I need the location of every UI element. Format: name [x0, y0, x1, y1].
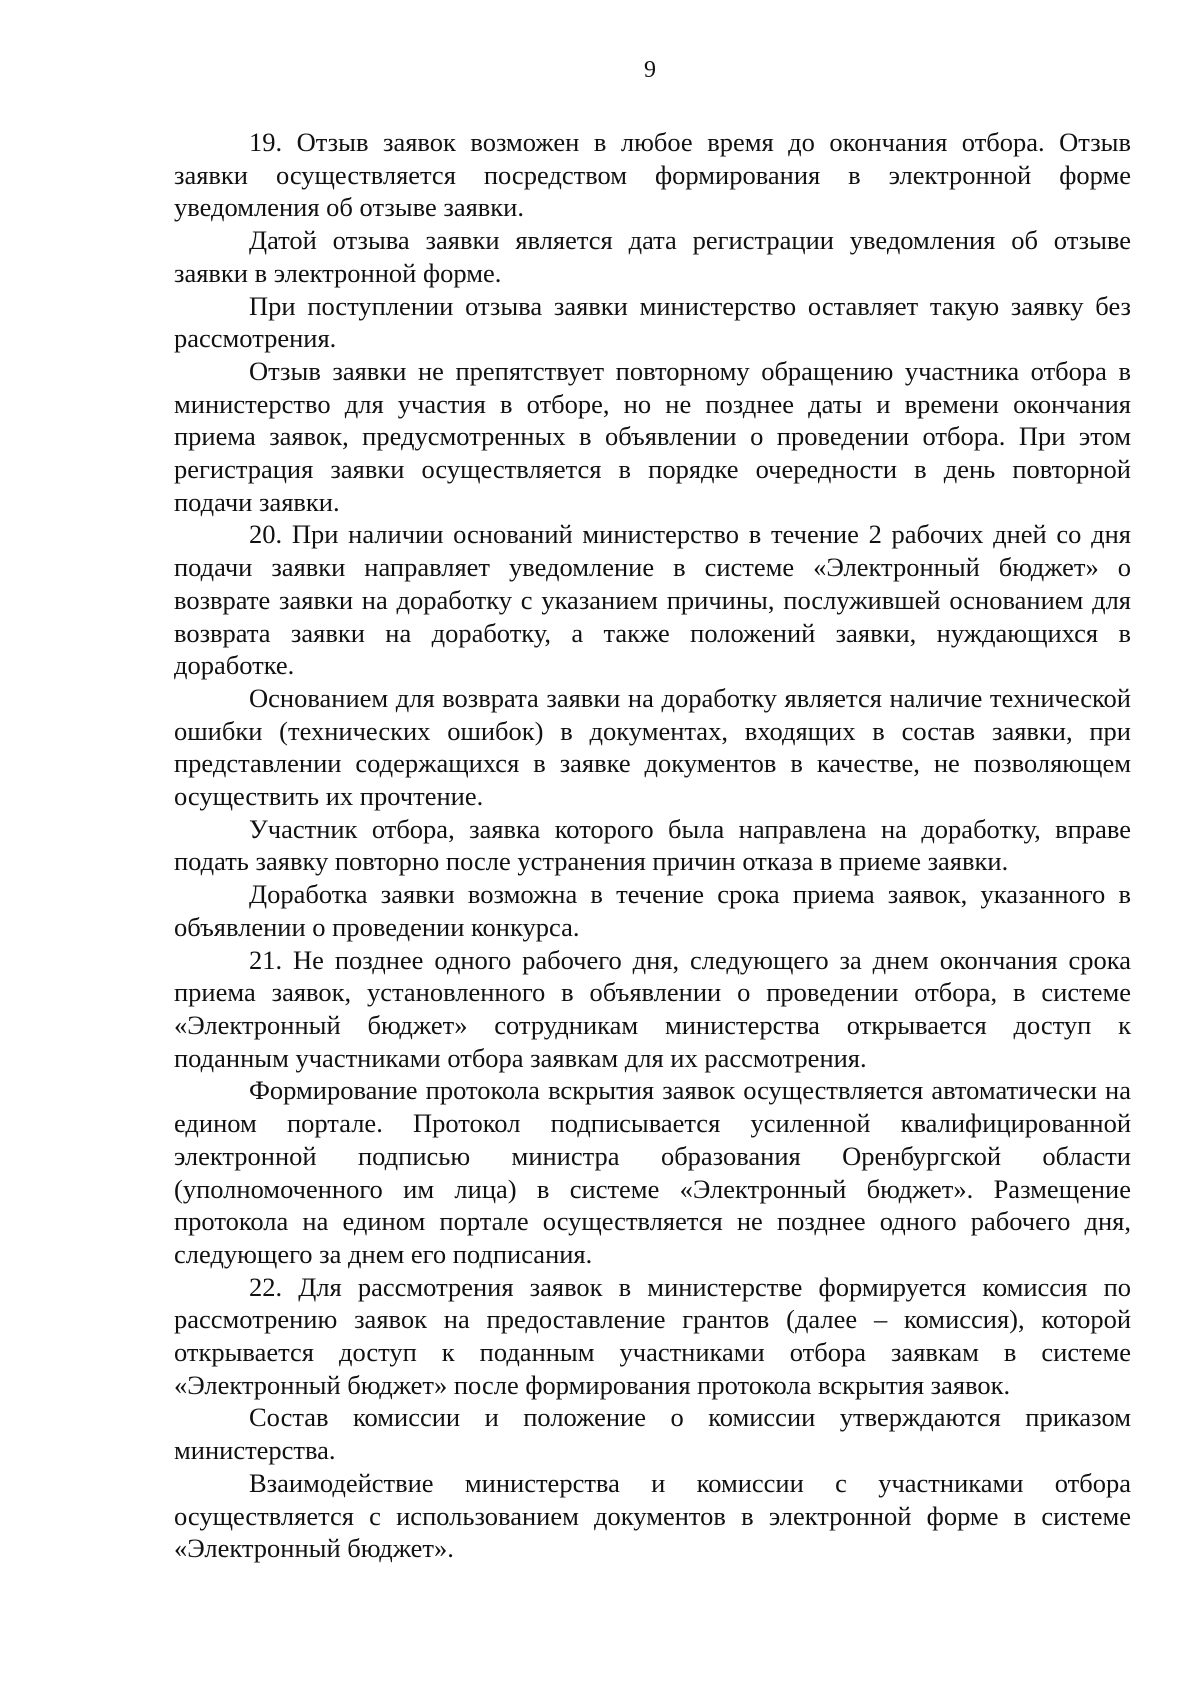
paragraph-return-grounds: Основанием для возврата заявки на доработку является наличие технической ошибки (технических ошибок) в документах, входящих в состав заявки, при представлении содержащихся в заявке документов в качестве, не позволяющем осуществить их прочтение.: [174, 682, 1131, 812]
paragraph-21-access: 21. Не позднее одного рабочего дня, следующего за днем окончания срока приема заявок, установленного в объявлении о проведении отбора, в системе «Электронный бюджет» сотрудникам министерства открывается доступ к поданным участниками отбора заявкам для их рассмотрения.: [174, 944, 1131, 1073]
paragraph-resubmission: Отзыв заявки не препятствует повторному обращению участника отбора в министерство для участия в отборе, но не позднее даты и времени окончания приема заявок, предусмотренных в объявлении о проведении отбора. При этом регистрация заявки осуществляется в порядке очередности в день повторной подачи заявки.: [174, 355, 1131, 517]
paragraph-22-commission: 22. Для рассмотрения заявок в министерстве формируется комиссия по рассмотрению заявок на предоставление грантов (далее – комиссия), которой открывается доступ к поданным участниками отбора заявкам в системе «Электронный бюджет» после формирования протокола вскрытия заявок.: [174, 1271, 1131, 1400]
document-body: [174, 126, 1131, 1565]
paragraph-opening-protocol: Формирование протокола вскрытия заявок осуществляется автоматически на едином портале. Протокол подписывается усиленной квалифицированной электронной подписью министра образования Оренбургской области (уполномоченного им лица) в системе «Электронный бюджет». Размещение протокола на едином портале осуществляется не позднее одного рабочего дня, следующего за днем его подписания.: [174, 1075, 1131, 1269]
paragraph-interaction: Взаимодействие министерства и комиссии с участниками отбора осуществляется с использованием документов в электронной форме в системе «Электронный бюджет».: [174, 1467, 1131, 1564]
paragraph-20-return-for-revision: 20. При наличии оснований министерство в течение 2 рабочих дней со дня подачи заявки направляет уведомление в системе «Электронный бюджет» о возврате заявки на доработку с указанием причины, послужившей основанием для возврата заявки на доработку, а также положений заявки, нуждающихся в доработке.: [174, 519, 1131, 681]
paragraph-commission-composition: Состав комиссии и положение о комиссии утверждаются приказом министерства.: [174, 1402, 1131, 1466]
paragraph-revision-term: Доработка заявки возможна в течение срока приема заявок, указанного в объявлении о проведении конкурса.: [174, 879, 1131, 942]
page-number: 9: [644, 57, 656, 83]
paragraph-withdrawal-date: Датой отзыва заявки является дата регистрации уведомления об отзыве заявки в электронной форме.: [174, 225, 1131, 288]
paragraph-participant-right: Участник отбора, заявка которого была направлена на доработку, вправе подать заявку повторно после устранения причин отказа в приеме заявки.: [174, 813, 1131, 877]
paragraph-19-withdrawal: 19. Отзыв заявок возможен в любое время до окончания отбора. Отзыв заявки осуществляется посредством формирования в электронной форме уведомления об отзыве заявки.: [174, 127, 1131, 223]
paragraph-withdrawal-receipt: При поступлении отзыва заявки министерство оставляет такую заявку без рассмотрения.: [174, 290, 1131, 354]
